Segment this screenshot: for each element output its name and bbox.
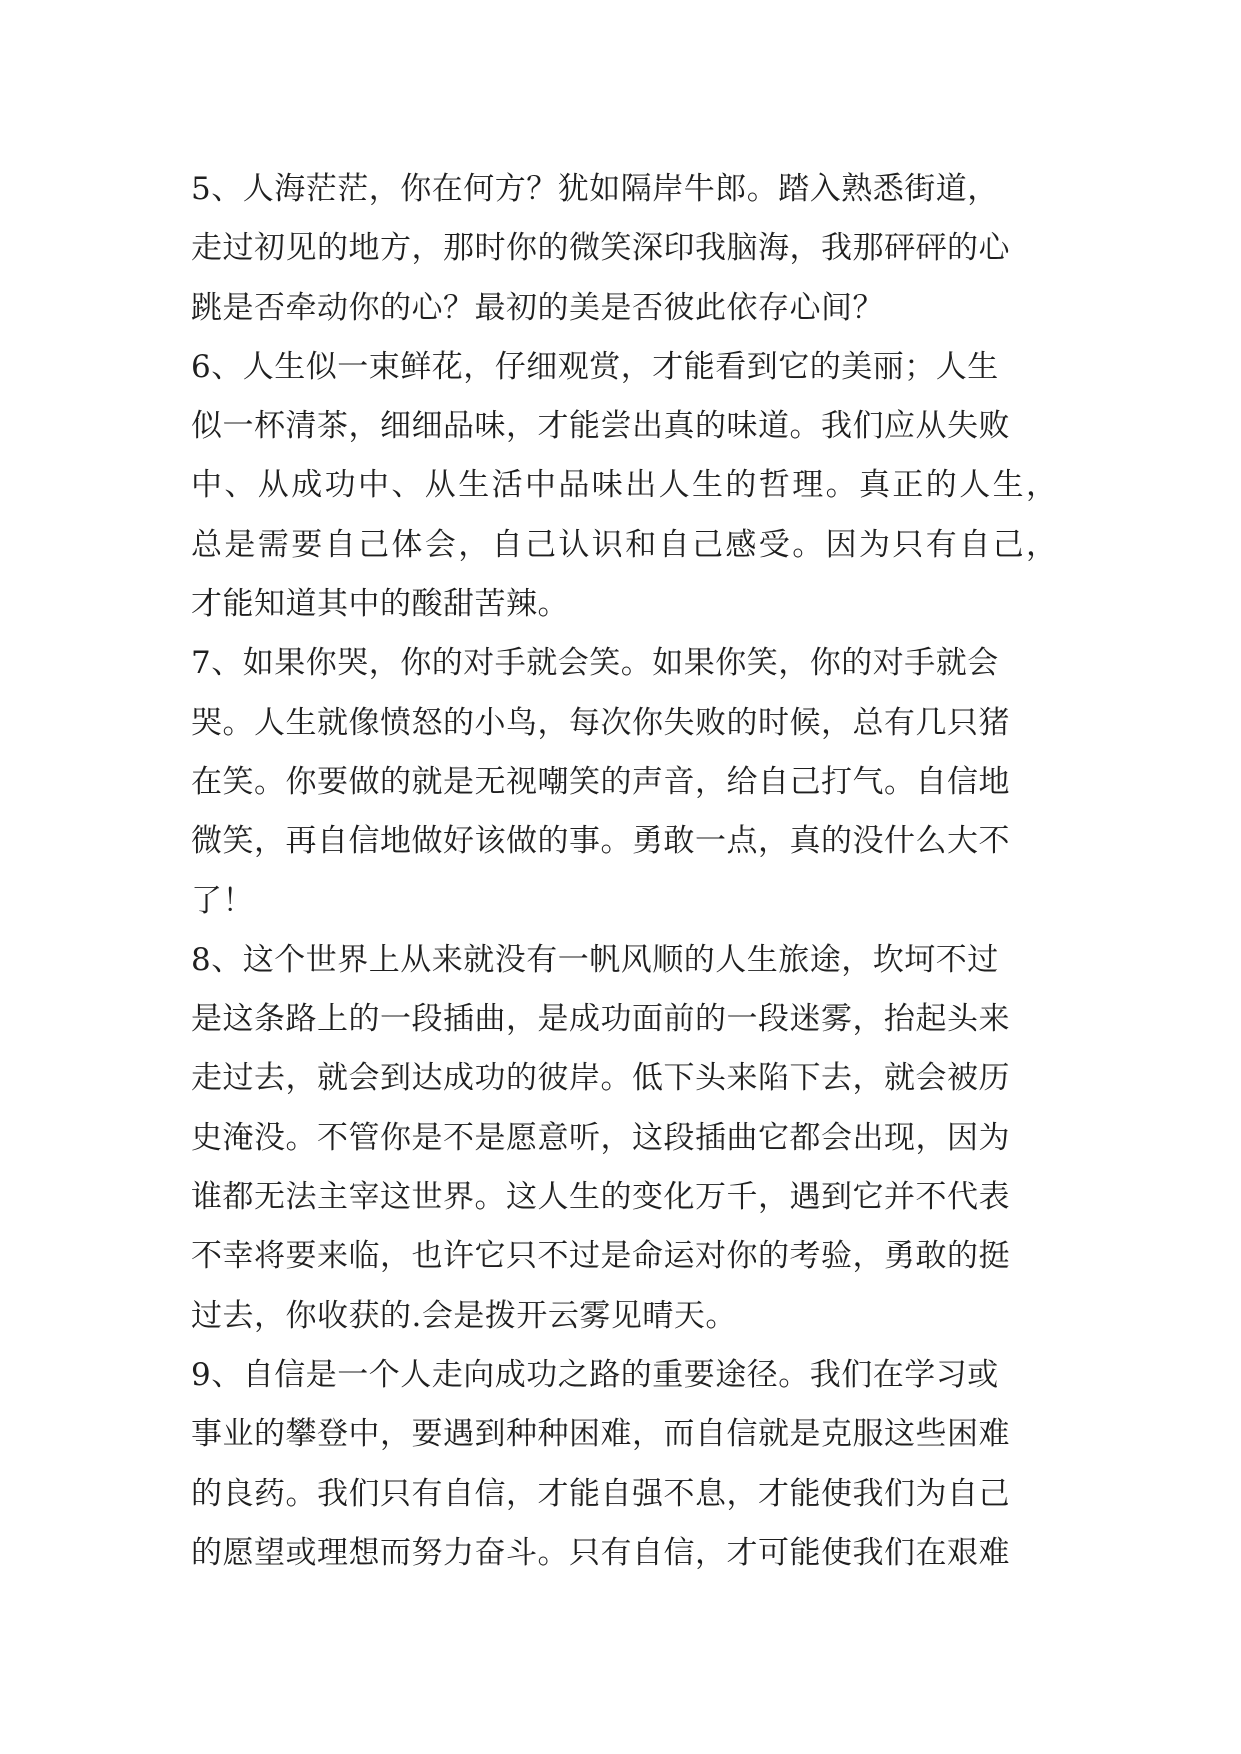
item-9-line-1: 9、自信是一个人走向成功之路的重要途径。我们在学习或 xyxy=(191,1356,999,1393)
item-6-line-5: 才能知道其中的酸甜苦辣。 xyxy=(191,586,569,623)
item-7-line-3: 在笑。你要做的就是无视嘲笑的声音，给自己打气。自信地 xyxy=(191,763,1010,800)
item-6-line-4: 总是需要自己体会，自己认识和自己感受。因为只有自己， xyxy=(191,526,1060,563)
item-8-line-4: 史淹没。不管你是不是愿意听，这段插曲它都会出现，因为 xyxy=(191,1119,1010,1156)
item-7-line-4: 微笑，再自信地做好该做的事。勇敢一点，真的没什么大不 xyxy=(191,823,1010,860)
item-9-line-2: 事业的攀登中，要遇到种种困难，而自信就是克服这些困难 xyxy=(191,1416,1010,1453)
item-9-line-4: 的愿望或理想而努力奋斗。只有自信，才可能使我们在艰难 xyxy=(191,1534,1010,1571)
item-8-line-7: 过去，你收获的.会是拨开云雾见晴天。 xyxy=(191,1297,737,1334)
item-9-line-3: 的良药。我们只有自信，才能自强不息，才能使我们为自己 xyxy=(191,1475,1010,1512)
item-8-line-6: 不幸将要来临，也许它只不过是命运对你的考验，勇敢的挺 xyxy=(191,1238,1010,1275)
item-8-line-2: 是这条路上的一段插曲，是成功面前的一段迷雾，抬起头来 xyxy=(191,1001,1010,1038)
document-body xyxy=(191,160,1091,1583)
item-8-line-1: 8、这个世界上从来就没有一帆风顺的人生旅途，坎坷不过 xyxy=(191,941,999,978)
item-8-line-5: 谁都无法主宰这世界。这人生的变化万千，遇到它并不代表 xyxy=(191,1179,1010,1216)
item-8-line-3: 走过去，就会到达成功的彼岸。低下头来陷下去，就会被历 xyxy=(191,1060,1010,1097)
item-7-line-5: 了！ xyxy=(191,882,254,919)
item-5-line-1: 5、人海茫茫，你在何方？犹如隔岸牛郎。踏入熟悉街道， xyxy=(191,171,999,207)
item-5-line-2: 走过初见的地方，那时你的微笑深印我脑海，我那砰砰的心 xyxy=(191,230,1010,267)
item-7-line-1: 7、如果你哭，你的对手就会笑。如果你笑，你的对手就会 xyxy=(191,645,999,682)
item-6-line-3: 中、从成功中、从生活中品味出人生的哲理。真正的人生， xyxy=(191,467,1060,504)
item-6-line-2: 似一杯清茶，细细品味，才能尝出真的味道。我们应从失败 xyxy=(191,408,1010,445)
item-5-line-3: 跳是否牵动你的心？最初的美是否彼此依存心间？ xyxy=(191,289,884,326)
item-6-line-1: 6、人生似一束鲜花，仔细观赏，才能看到它的美丽；人生 xyxy=(191,348,999,385)
item-7-line-2: 哭。人生就像愤怒的小鸟，每次你失败的时候，总有几只猪 xyxy=(191,704,1010,741)
